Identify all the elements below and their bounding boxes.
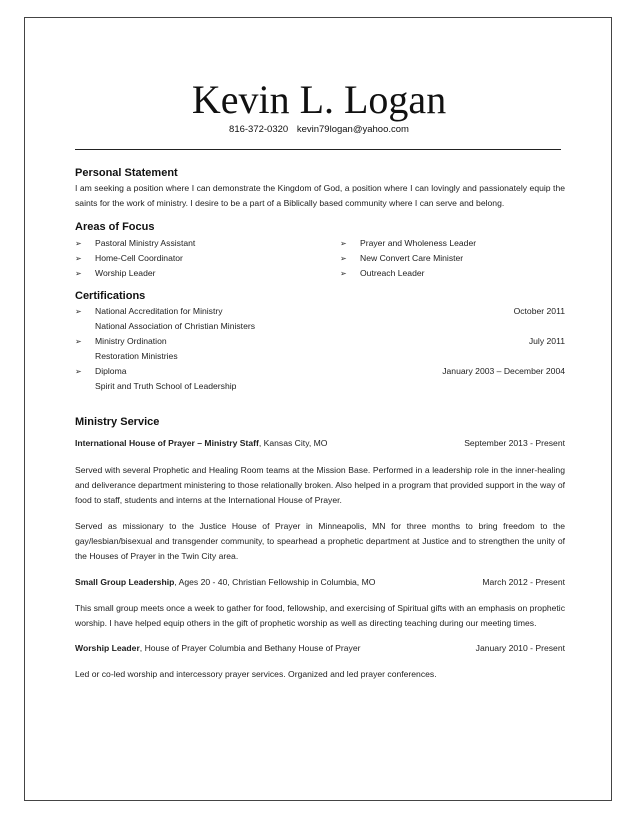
list-item: ➢ Pastoral Ministry Assistant xyxy=(75,236,340,251)
job-title: International House of Prayer – Ministry Staff xyxy=(75,438,259,448)
section-heading-personal-statement: Personal Statement xyxy=(75,167,178,179)
arrow-bullet-icon: ➢ xyxy=(75,239,82,248)
job-title: Small Group Leadership xyxy=(75,577,175,587)
job-header xyxy=(75,641,565,656)
job-details: , Kansas City, MO xyxy=(258,438,328,448)
list-item: ➢ Worship Leader xyxy=(75,266,340,281)
job-title: Worship Leader xyxy=(75,643,140,653)
personal-statement-text: I am seeking a position where I can demonstrate the Kingdom of God, a position where I can lovingly and passionately equip the saints for the work of ministry. I desire to be a part of a Biblically based community where I can serve and belong. xyxy=(75,183,565,208)
section-heading-certifications: Certifications xyxy=(75,290,146,302)
job-description: This small group meets once a week to gather for food, fellowship, and exercising of Spiritual gifts with an emphasis on prophetic worship. I have helped equip others in the gift of prophetic worship as well as directing teaching during our meeting times. xyxy=(75,603,565,628)
resume-name: Kevin L. Logan xyxy=(191,77,447,122)
arrow-bullet-icon: ➢ xyxy=(75,367,82,376)
focus-list-left xyxy=(75,236,340,281)
personal-statement-section xyxy=(75,165,565,211)
job-description: Served with several Prophetic and Healing Room teams at the Mission Base. Performed in a leadership role in the inner-healing and deliverance department ministering to those relationally broken. Also helped in a program that provided support in the way of food to staff, students and interns at the International House of Prayer. xyxy=(75,465,565,505)
job-header xyxy=(75,436,565,451)
cert-org: Restoration Ministries xyxy=(95,351,178,361)
cert-date: January 2003 – December 2004 xyxy=(442,366,565,376)
job-description: Served as missionary to the Justice House of Prayer in Minneapolis, MN for three months to bring freedom to the gay/lesbian/bisexual and transgender community, to spearhead a prophetic department at Justice and to strengthen the unity of the Houses of Prayer in the Twin City area. xyxy=(75,521,565,561)
contact-line xyxy=(0,124,638,135)
list-item: ➢ Outreach Leader xyxy=(340,266,476,281)
focus-columns xyxy=(75,236,565,281)
section-heading-ministry-service: Ministry Service xyxy=(75,416,160,428)
resume-body xyxy=(75,165,565,682)
job-header xyxy=(75,575,565,590)
cert-date: July 2011 xyxy=(528,336,565,346)
phone-number: 816-372-0320 xyxy=(229,124,289,135)
job-entry xyxy=(75,575,565,631)
certification-item xyxy=(75,334,565,364)
arrow-bullet-icon: ➢ xyxy=(75,307,82,316)
cert-title: National Accreditation for Ministry xyxy=(95,306,223,316)
certification-item xyxy=(75,364,565,394)
ministry-service-section xyxy=(75,414,565,682)
certification-item xyxy=(75,304,565,334)
arrow-bullet-icon: ➢ xyxy=(340,254,347,263)
job-entry xyxy=(75,641,565,682)
focus-list-right xyxy=(340,236,476,281)
list-item: ➢ Home-Cell Coordinator xyxy=(75,251,340,266)
email-address: kevin79logan@yahoo.com xyxy=(296,124,409,135)
job-dates: March 2012 - Present xyxy=(482,577,565,587)
cert-title: Ministry Ordination xyxy=(95,336,167,346)
list-item: ➢ Prayer and Wholeness Leader xyxy=(340,236,476,251)
job-details: , Ages 20 - 40, Christian Fellowship in Columbia, MO xyxy=(174,577,376,587)
cert-date: October 2011 xyxy=(513,306,565,316)
certifications-section xyxy=(75,288,565,394)
job-dates: January 2010 - Present xyxy=(475,643,565,653)
arrow-bullet-icon: ➢ xyxy=(75,337,82,346)
cert-org: Spirit and Truth School of Leadership xyxy=(95,381,237,391)
arrow-bullet-icon: ➢ xyxy=(340,239,347,248)
job-dates: September 2013 - Present xyxy=(464,438,565,448)
cert-title: Diploma xyxy=(95,366,127,376)
job-description: Led or co-led worship and intercessory prayer services. Organized and led prayer conferences. xyxy=(75,669,437,679)
areas-of-focus-section xyxy=(75,219,565,281)
cert-org: National Association of Christian Ministers xyxy=(95,321,256,331)
job-entry xyxy=(75,436,565,564)
job-details: , House of Prayer Columbia and Bethany House of Prayer xyxy=(139,643,361,653)
arrow-bullet-icon: ➢ xyxy=(340,269,347,278)
arrow-bullet-icon: ➢ xyxy=(75,254,82,263)
header-divider xyxy=(75,149,561,150)
arrow-bullet-icon: ➢ xyxy=(75,269,82,278)
list-item: ➢ New Convert Care Minister xyxy=(340,251,476,266)
section-heading-areas-of-focus: Areas of Focus xyxy=(75,221,155,233)
